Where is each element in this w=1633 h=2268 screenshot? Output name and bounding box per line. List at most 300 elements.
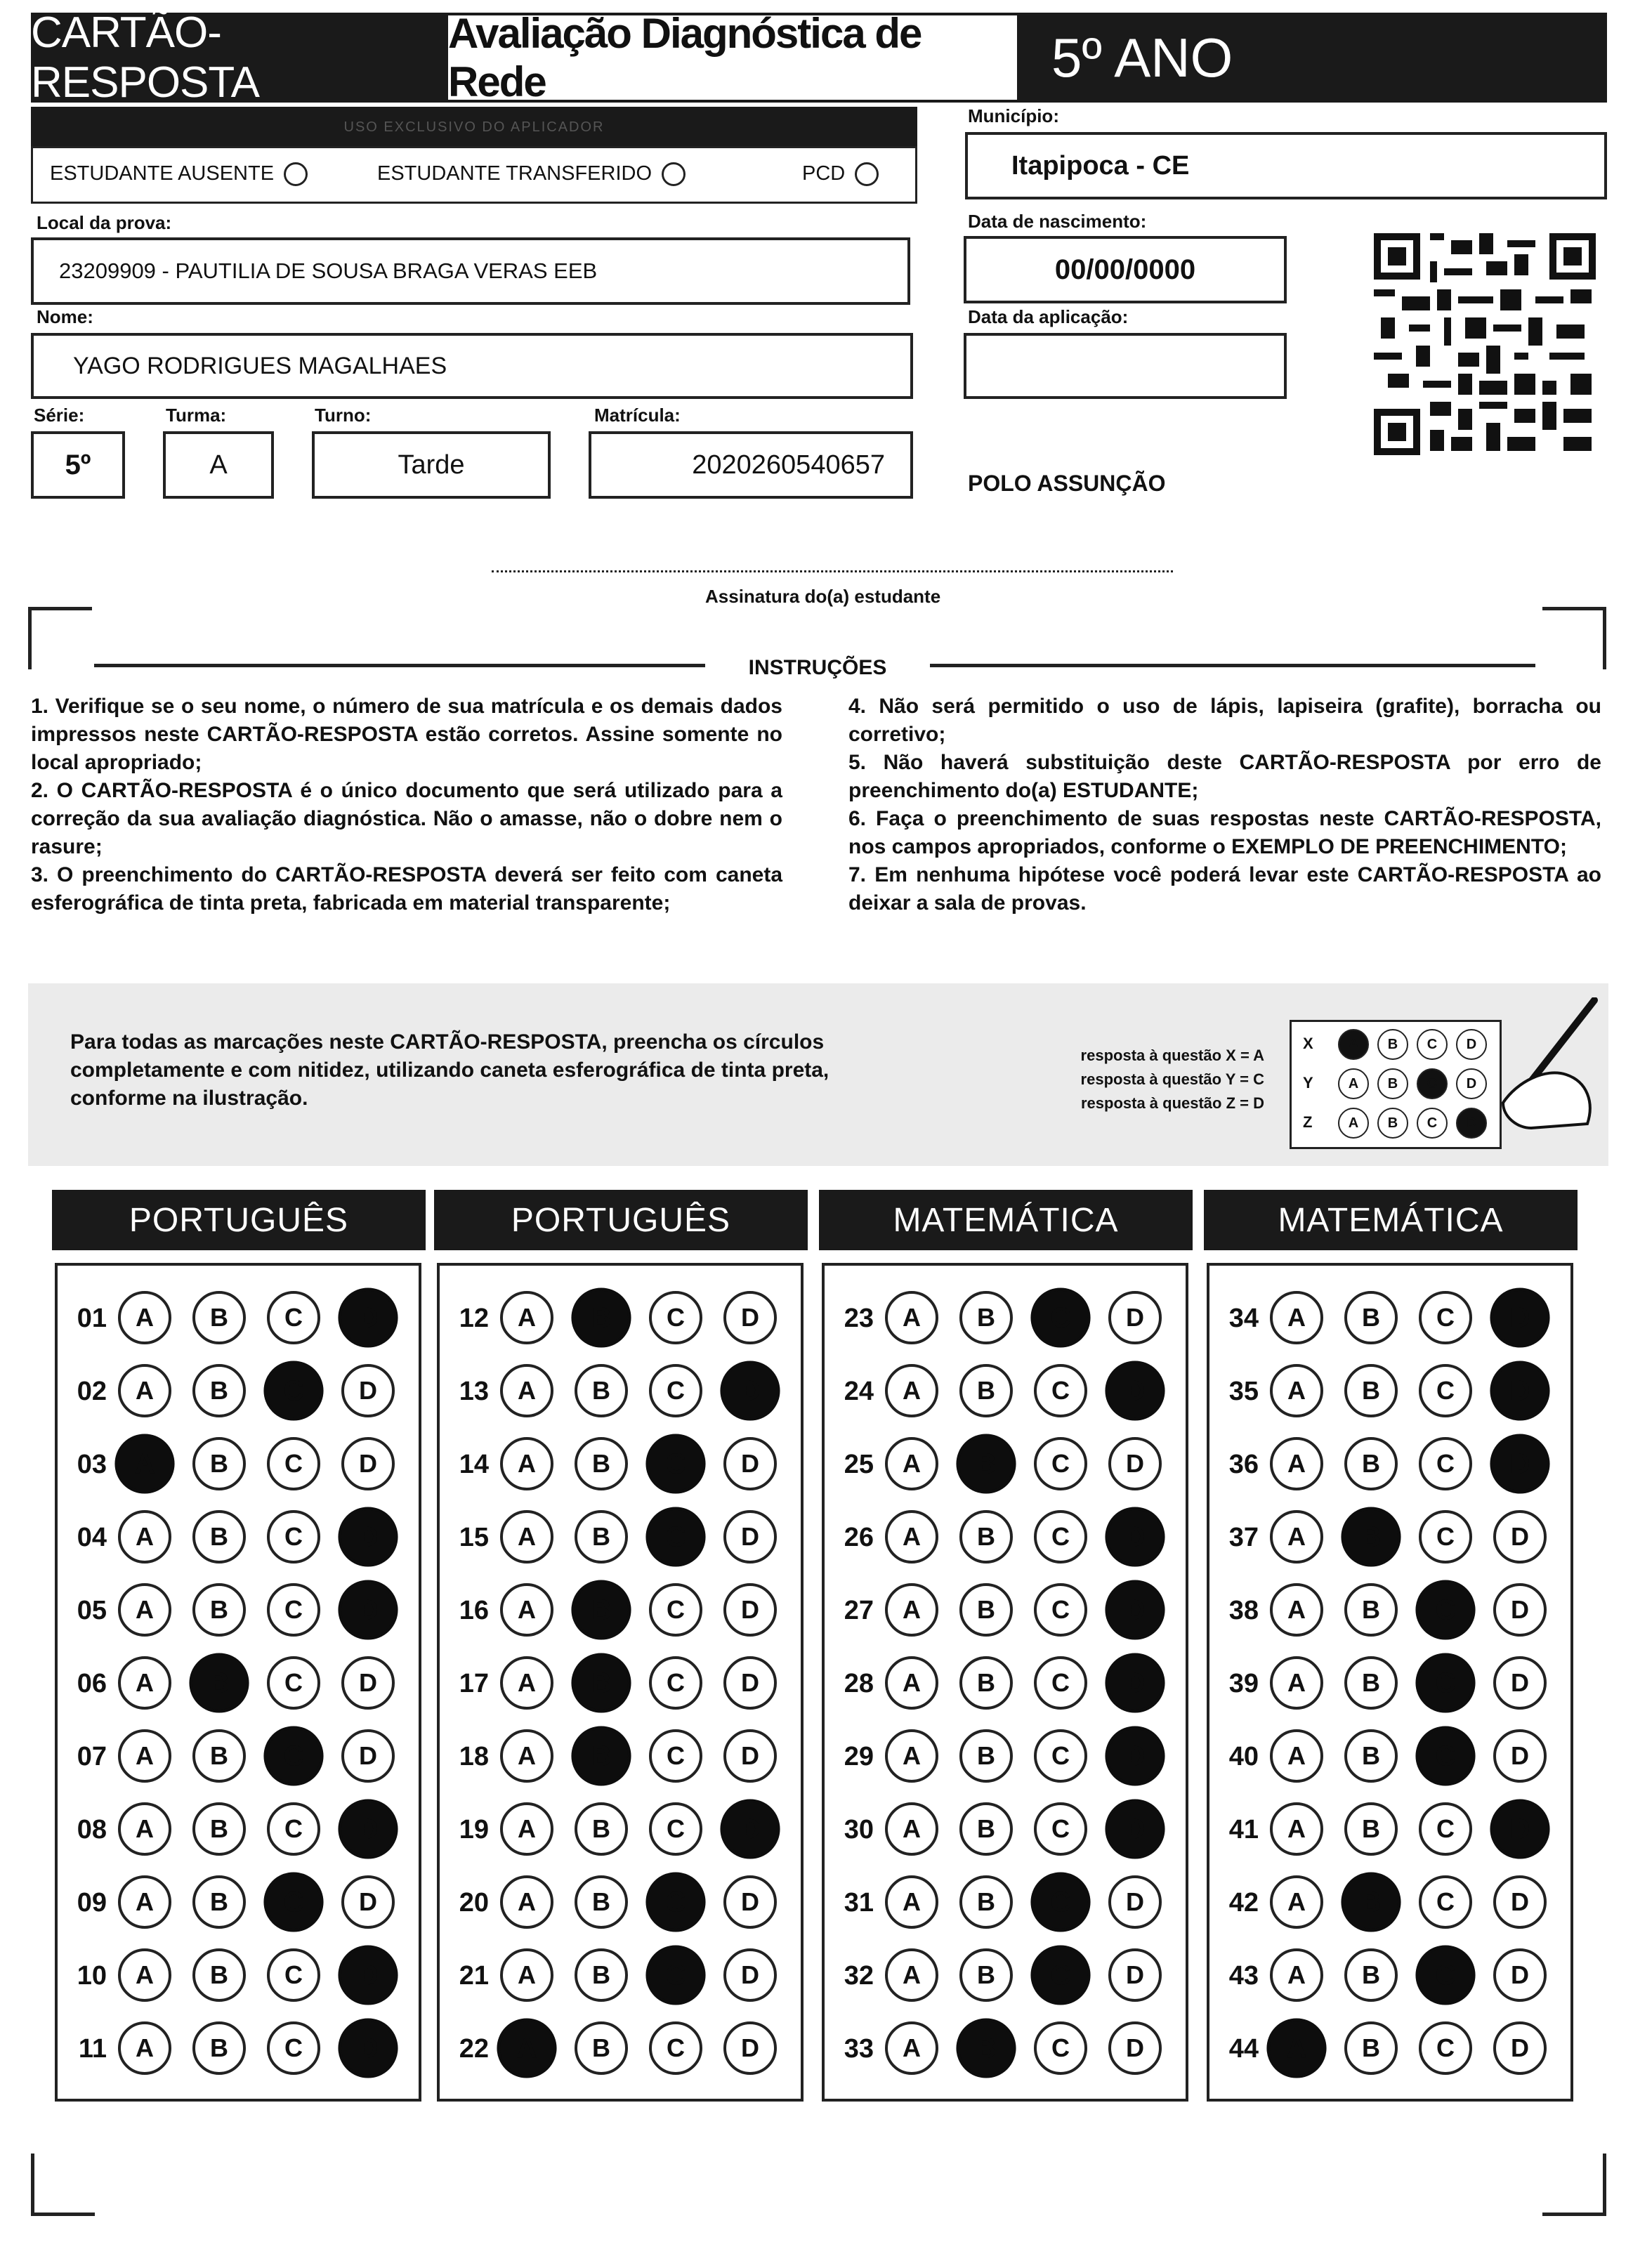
answer-bubble-b[interactable]: B — [956, 2018, 1016, 2078]
birthdate-label: Data de nascimento: — [968, 211, 1147, 232]
answer-bubble-d[interactable]: D — [723, 1583, 777, 1637]
answer-bubble-a[interactable]: A — [1270, 1291, 1323, 1344]
answer-bubble-d[interactable]: D — [1108, 1291, 1162, 1344]
question-number: 10 — [77, 1961, 107, 1991]
question-number: 31 — [844, 1888, 874, 1918]
question-number: 14 — [459, 1450, 489, 1479]
answer-bubble-c[interactable]: C — [267, 1583, 320, 1637]
legend-item: resposta à questão X = A — [1080, 1047, 1264, 1064]
answer-bubble-d[interactable]: D — [1493, 1583, 1547, 1637]
option-label: ESTUDANTE AUSENTE — [50, 162, 275, 185]
example-bubble: B — [1377, 1068, 1408, 1099]
answer-bubble-c[interactable]: C — [645, 1434, 705, 1493]
pcd-radio[interactable] — [855, 162, 879, 186]
question-number: 12 — [459, 1304, 489, 1333]
example-row-label: X — [1303, 1035, 1313, 1052]
answer-bubble-a[interactable]: A — [118, 1364, 171, 1417]
hand-pen-icon — [1489, 997, 1608, 1131]
answer-bubble-b[interactable]: B — [1344, 1583, 1398, 1637]
answer-bubble-d[interactable]: D — [341, 1437, 395, 1490]
answer-bubble-d[interactable]: D — [338, 1580, 398, 1639]
answer-bubble-b[interactable]: B — [959, 1802, 1013, 1856]
answer-bubble-b[interactable]: B — [575, 1364, 628, 1417]
answer-bubble-b[interactable]: B — [192, 1510, 246, 1564]
instructions-left — [31, 693, 782, 917]
answer-bubble-d[interactable]: D — [1493, 2021, 1547, 2075]
instruction-item: 1. Verifique se o seu nome, o número de sua matrícula e os demais dados impressos neste CARTÃO-RESPOSTA estão corretos. Assine somente no local apropriado; — [31, 695, 782, 774]
answer-bubble-c[interactable]: C — [1030, 1287, 1090, 1347]
question-number: 44 — [1228, 2034, 1259, 2064]
serie-field: 5º — [31, 431, 125, 499]
answer-bubble-c[interactable]: C — [1415, 1726, 1475, 1785]
answer-bubble-c[interactable]: C — [1419, 1291, 1472, 1344]
question-number: 09 — [77, 1888, 107, 1918]
question-number: 24 — [844, 1377, 874, 1406]
answer-bubble-d[interactable]: D — [1105, 1799, 1165, 1859]
subject-header: PORTUGUÊS — [52, 1190, 426, 1250]
answer-bubble-c[interactable]: C — [1030, 1945, 1090, 2005]
card-title: CARTÃO-RESPOSTA — [31, 13, 445, 103]
answer-bubble-c[interactable]: C — [649, 1364, 702, 1417]
question-number: 30 — [844, 1815, 874, 1844]
option-label: PCD — [802, 162, 846, 185]
answer-bubble-a[interactable]: A — [118, 1291, 171, 1344]
answer-bubble-c[interactable]: C — [1034, 1656, 1087, 1710]
example-grid — [1290, 1020, 1502, 1149]
answer-bubble-d[interactable]: D — [341, 1656, 395, 1710]
answer-bubble-c[interactable]: C — [267, 1510, 320, 1564]
question-number: 41 — [1228, 1815, 1259, 1844]
answer-column — [437, 1263, 804, 2102]
local-field: 23209909 - PAUTILIA DE SOUSA BRAGA VERAS EEB — [31, 237, 910, 305]
local-label: Local da prova: — [37, 212, 172, 233]
question-number: 26 — [844, 1523, 874, 1552]
answer-bubble-b[interactable]: B — [192, 1875, 246, 1929]
answer-bubble-a[interactable]: A — [1266, 2018, 1326, 2078]
question-number: 05 — [77, 1596, 107, 1625]
answer-bubble-a[interactable]: A — [118, 1656, 171, 1710]
answer-bubble-a[interactable]: A — [500, 1583, 553, 1637]
answer-bubble-c[interactable]: C — [649, 1583, 702, 1637]
answer-bubble-a[interactable]: A — [500, 1948, 553, 2002]
instruction-item: 3. O preenchimento do CARTÃO-RESPOSTA deverá ser feito com caneta esferográfica de tinta preta, fabricada em material transparente; — [31, 863, 782, 915]
polo-label: POLO ASSUNÇÃO — [968, 471, 1166, 496]
question-number: 40 — [1228, 1742, 1259, 1771]
answer-bubble-b[interactable]: B — [959, 1364, 1013, 1417]
answer-bubble-a[interactable]: A — [500, 1802, 553, 1856]
answer-bubble-b[interactable]: B — [1344, 1802, 1398, 1856]
question-number: 39 — [1228, 1669, 1259, 1698]
question-number: 22 — [459, 2034, 489, 2064]
instructions-right — [848, 693, 1601, 917]
answer-bubble-c[interactable]: C — [645, 1507, 705, 1566]
answer-bubble-d[interactable]: D — [1490, 1287, 1549, 1347]
instruction-item: 7. Em nenhuma hipótese você poderá levar este CARTÃO-RESPOSTA ao deixar a sala de provas. — [848, 863, 1601, 915]
answer-bubble-c[interactable]: C — [263, 1726, 323, 1785]
answer-bubble-c[interactable]: C — [1415, 1945, 1475, 2005]
answer-bubble-a[interactable]: A — [118, 1510, 171, 1564]
answer-bubble-d[interactable]: D — [723, 1875, 777, 1929]
qr-code — [1374, 233, 1596, 455]
answer-bubble-c[interactable]: C — [1034, 2021, 1087, 2075]
answer-column — [1207, 1263, 1573, 2102]
answer-bubble-c[interactable]: C — [645, 1945, 705, 2005]
signature-label: Assinatura do(a) estudante — [705, 586, 941, 607]
answer-bubble-b[interactable]: B — [571, 1653, 631, 1712]
example-bubble: C — [1417, 1068, 1448, 1099]
answer-bubble-b[interactable]: B — [575, 2021, 628, 2075]
answer-bubble-c[interactable]: C — [263, 1361, 323, 1420]
answer-bubble-b[interactable]: B — [959, 1583, 1013, 1637]
answer-bubble-d[interactable]: D — [723, 1948, 777, 2002]
answer-bubble-b[interactable]: B — [192, 1364, 246, 1417]
question-number: 06 — [77, 1669, 107, 1698]
answer-bubble-c[interactable]: C — [1034, 1729, 1087, 1783]
answer-bubble-c[interactable]: C — [1034, 1583, 1087, 1637]
answer-bubble-b[interactable]: B — [575, 1875, 628, 1929]
instruction-item: 2. O CARTÃO-RESPOSTA é o único documento que será utilizado para a correção da sua avaliação diagnóstica. Não o amasse, não o dobre nem o rasure; — [31, 779, 782, 858]
answer-bubble-c[interactable]: C — [1030, 1872, 1090, 1932]
answer-bubble-b[interactable]: B — [956, 1434, 1016, 1493]
example-bubble: B — [1377, 1108, 1408, 1139]
example-bubble: C — [1417, 1108, 1448, 1139]
question-number: 38 — [1228, 1596, 1259, 1625]
answer-bubble-d[interactable]: D — [338, 1287, 398, 1347]
question-number: 27 — [844, 1596, 874, 1625]
answer-bubble-b[interactable]: B — [192, 1437, 246, 1490]
turno-field: Tarde — [312, 431, 551, 499]
answer-bubble-d[interactable]: D — [723, 1510, 777, 1564]
question-number: 07 — [77, 1742, 107, 1771]
question-number: 36 — [1228, 1450, 1259, 1479]
question-number: 11 — [78, 2034, 107, 2064]
answer-bubble-a[interactable]: A — [885, 1875, 938, 1929]
matricula-label: Matrícula: — [594, 405, 681, 426]
answer-bubble-c[interactable]: C — [645, 1872, 705, 1932]
example-bubble: C — [1417, 1029, 1448, 1060]
example-bubble: D — [1456, 1108, 1487, 1139]
absent-radio[interactable] — [284, 162, 308, 186]
transferred-radio[interactable] — [662, 162, 686, 186]
answer-bubble-b[interactable]: B — [1341, 1872, 1401, 1932]
option-absent[interactable] — [50, 162, 308, 186]
answer-bubble-a[interactable]: A — [118, 1802, 171, 1856]
grade-title: 5º ANO — [1020, 13, 1607, 103]
matricula-field: 2020260540657 — [589, 431, 913, 499]
answer-bubble-a[interactable]: A — [118, 1948, 171, 2002]
option-transferred[interactable] — [377, 162, 686, 186]
answer-bubble-a[interactable]: A — [500, 1437, 553, 1490]
question-number: 16 — [459, 1596, 489, 1625]
example-legend — [955, 1044, 1264, 1115]
answer-bubble-d[interactable]: D — [1490, 1361, 1549, 1420]
answer-bubble-d[interactable]: D — [338, 1945, 398, 2005]
answer-bubble-b[interactable]: B — [959, 1291, 1013, 1344]
answer-bubble-c[interactable]: C — [267, 1802, 320, 1856]
answer-bubble-c[interactable]: C — [1415, 1580, 1475, 1639]
answer-bubble-b[interactable]: B — [575, 1948, 628, 2002]
example-row-label: Y — [1303, 1074, 1313, 1092]
corner-mark — [1542, 2154, 1606, 2216]
answer-bubble-b[interactable]: B — [192, 1583, 246, 1637]
answer-bubble-a[interactable]: A — [1270, 1948, 1323, 2002]
answer-bubble-d[interactable]: D — [341, 1729, 395, 1783]
answer-bubble-d[interactable]: D — [338, 2018, 398, 2078]
answer-bubble-d[interactable]: D — [1493, 1510, 1547, 1564]
answer-bubble-b[interactable]: B — [1344, 1656, 1398, 1710]
serie-label: Série: — [34, 405, 85, 426]
answer-bubble-a[interactable]: A — [1270, 1656, 1323, 1710]
answer-bubble-d[interactable]: D — [1105, 1726, 1165, 1785]
subject-header: MATEMÁTICA — [819, 1190, 1193, 1250]
answer-bubble-d[interactable]: D — [720, 1361, 780, 1420]
question-number: 01 — [77, 1304, 107, 1333]
answer-bubble-c[interactable]: C — [649, 1656, 702, 1710]
answer-bubble-a[interactable]: A — [500, 1291, 553, 1344]
answer-bubble-b[interactable]: B — [1344, 1948, 1398, 2002]
option-label: ESTUDANTE TRANSFERIDO — [377, 162, 652, 185]
instructions-rule — [94, 664, 705, 667]
instruction-item: 4. Não será permitido o uso de lápis, lapiseira (grafite), borracha ou corretivo; — [848, 695, 1601, 746]
example-text: Para todas as marcações neste CARTÃO-RESPOSTA, preencha os círculos completamente e com nitidez, utilizando caneta esferográfica de tinta preta, conforme na ilustração. — [70, 1030, 829, 1110]
question-number: 20 — [459, 1888, 489, 1918]
answer-bubble-c[interactable]: C — [649, 1291, 702, 1344]
answer-bubble-d[interactable]: D — [723, 1656, 777, 1710]
answer-bubble-d[interactable]: D — [1493, 1875, 1547, 1929]
answer-bubble-d[interactable]: D — [1108, 1875, 1162, 1929]
municipio-label: Município: — [968, 105, 1059, 126]
answer-bubble-d[interactable]: D — [341, 1875, 395, 1929]
applicator-options — [31, 146, 917, 204]
answer-bubble-c[interactable]: C — [1419, 1802, 1472, 1856]
answer-bubble-a[interactable]: A — [885, 2021, 938, 2075]
question-number: 37 — [1228, 1523, 1259, 1552]
instruction-item: 5. Não haverá substituição deste CARTÃO-RESPOSTA por erro de preenchimento do(a) ESTUDANTE; — [848, 751, 1601, 802]
answer-bubble-a[interactable]: A — [500, 1364, 553, 1417]
answer-bubble-a[interactable]: A — [885, 1437, 938, 1490]
answer-bubble-d[interactable]: D — [341, 1364, 395, 1417]
answer-bubble-d[interactable]: D — [1108, 1948, 1162, 2002]
answer-bubble-c[interactable]: C — [263, 1872, 323, 1932]
question-number: 29 — [844, 1742, 874, 1771]
answer-bubble-a[interactable]: A — [885, 1583, 938, 1637]
instructions-rule — [930, 664, 1535, 667]
answer-bubble-b[interactable]: B — [1344, 2021, 1398, 2075]
answer-bubble-b[interactable]: B — [1344, 1364, 1398, 1417]
answer-bubble-c[interactable]: C — [1034, 1437, 1087, 1490]
answer-bubble-a[interactable]: A — [1270, 1364, 1323, 1417]
answer-bubble-c[interactable]: C — [267, 2021, 320, 2075]
legend-item: resposta à questão Y = C — [1080, 1070, 1264, 1088]
question-number: 18 — [459, 1742, 489, 1771]
answer-bubble-a[interactable]: A — [500, 1729, 553, 1783]
answer-bubble-c[interactable]: C — [1034, 1510, 1087, 1564]
question-number: 21 — [459, 1961, 489, 1991]
answer-bubble-a[interactable]: A — [500, 1656, 553, 1710]
municipio-field: Itapipoca - CE — [965, 132, 1607, 199]
answer-bubble-d[interactable]: D — [1108, 1437, 1162, 1490]
question-number: 04 — [77, 1523, 107, 1552]
answer-bubble-d[interactable]: D — [723, 2021, 777, 2075]
question-number: 42 — [1228, 1888, 1259, 1918]
answer-bubble-b[interactable]: B — [959, 1948, 1013, 2002]
answer-bubble-b[interactable]: B — [959, 1729, 1013, 1783]
answer-bubble-d[interactable]: D — [1493, 1729, 1547, 1783]
answer-column — [55, 1263, 421, 2102]
answer-bubble-d[interactable]: D — [723, 1437, 777, 1490]
answer-bubble-d[interactable]: D — [1108, 2021, 1162, 2075]
legend-item: resposta à questão Z = D — [1080, 1094, 1264, 1112]
turma-field: A — [163, 431, 274, 499]
answer-bubble-c[interactable]: C — [1419, 1364, 1472, 1417]
answer-bubble-b[interactable]: B — [575, 1510, 628, 1564]
answer-bubble-b[interactable]: B — [1344, 1729, 1398, 1783]
answer-bubble-a[interactable]: A — [885, 1510, 938, 1564]
answer-bubble-b[interactable]: B — [571, 1287, 631, 1347]
answer-bubble-c[interactable]: C — [267, 1948, 320, 2002]
answer-bubble-a[interactable]: A — [885, 1656, 938, 1710]
question-number: 25 — [844, 1450, 874, 1479]
question-number: 17 — [459, 1669, 489, 1698]
question-number: 23 — [844, 1304, 874, 1333]
name-label: Nome: — [37, 306, 93, 327]
question-number: 19 — [459, 1815, 489, 1844]
answer-bubble-d[interactable]: D — [1493, 1656, 1547, 1710]
answer-bubble-c[interactable]: C — [1034, 1364, 1087, 1417]
answer-bubble-d[interactable]: D — [1105, 1507, 1165, 1566]
answer-bubble-a[interactable]: A — [118, 1875, 171, 1929]
answer-bubble-a[interactable]: A — [1270, 1729, 1323, 1783]
answer-bubble-a[interactable]: A — [1270, 1583, 1323, 1637]
answer-bubble-c[interactable]: C — [649, 2021, 702, 2075]
answer-bubble-b[interactable]: B — [571, 1580, 631, 1639]
answer-bubble-a[interactable]: A — [118, 1583, 171, 1637]
application-date-field[interactable] — [964, 333, 1287, 399]
example-bubble: A — [1338, 1029, 1369, 1060]
answer-bubble-c[interactable]: C — [1419, 1437, 1472, 1490]
answer-bubble-b[interactable]: B — [959, 1875, 1013, 1929]
answer-bubble-c[interactable]: C — [1034, 1802, 1087, 1856]
corner-mark — [28, 607, 92, 669]
answer-bubble-a[interactable]: A — [885, 1729, 938, 1783]
application-date-label: Data da aplicação: — [968, 306, 1129, 327]
question-number: 03 — [77, 1450, 107, 1479]
answer-bubble-b[interactable]: B — [189, 1653, 249, 1712]
example-bubble: D — [1456, 1068, 1487, 1099]
answer-bubble-c[interactable]: C — [1419, 2021, 1472, 2075]
name-field: YAGO RODRIGUES MAGALHAES — [31, 333, 913, 399]
answer-bubble-a[interactable]: A — [118, 1729, 171, 1783]
answer-bubble-c[interactable]: C — [1419, 1875, 1472, 1929]
answer-bubble-b[interactable]: B — [575, 1437, 628, 1490]
answer-bubble-b[interactable]: B — [192, 1802, 246, 1856]
answer-bubble-c[interactable]: C — [267, 1291, 320, 1344]
signature-line[interactable] — [492, 570, 1173, 572]
answer-bubble-b[interactable]: B — [192, 2021, 246, 2075]
answer-bubble-d[interactable]: D — [1490, 1434, 1549, 1493]
answer-bubble-b[interactable]: B — [192, 1291, 246, 1344]
corner-mark — [1542, 607, 1606, 669]
question-number: 08 — [77, 1815, 107, 1844]
answer-bubble-c[interactable]: C — [649, 1729, 702, 1783]
answer-bubble-a[interactable]: A — [114, 1434, 174, 1493]
answer-bubble-c[interactable]: C — [649, 1802, 702, 1856]
answer-bubble-b[interactable]: B — [575, 1802, 628, 1856]
answer-bubble-b[interactable]: B — [1344, 1291, 1398, 1344]
instruction-item: 6. Faça o preenchimento de suas respostas neste CARTÃO-RESPOSTA, nos campos apropriados, conforme o EXEMPLO DE PREENCHIMENTO; — [848, 807, 1601, 858]
answer-bubble-b[interactable]: B — [192, 1948, 246, 2002]
question-number: 35 — [1228, 1377, 1259, 1406]
question-number: 13 — [459, 1377, 489, 1406]
answer-bubble-a[interactable]: A — [1270, 1875, 1323, 1929]
answer-bubble-c[interactable]: C — [1415, 1653, 1475, 1712]
example-bubble: D — [1456, 1029, 1487, 1060]
answer-bubble-d[interactable]: D — [1105, 1580, 1165, 1639]
instructions-title: INSTRUÇÕES — [748, 656, 887, 679]
question-number: 33 — [844, 2034, 874, 2064]
corner-mark — [31, 2154, 95, 2216]
answer-bubble-d[interactable]: D — [720, 1799, 780, 1859]
answer-bubble-a[interactable]: A — [885, 1948, 938, 2002]
answer-bubble-b[interactable]: B — [1344, 1437, 1398, 1490]
question-number: 34 — [1228, 1304, 1259, 1333]
answer-bubble-d[interactable]: D — [723, 1729, 777, 1783]
question-number: 28 — [844, 1669, 874, 1698]
answer-bubble-d[interactable]: D — [1105, 1361, 1165, 1420]
answer-bubble-a[interactable]: A — [500, 1510, 553, 1564]
question-number: 32 — [844, 1961, 874, 1991]
answer-bubble-a[interactable]: A — [885, 1364, 938, 1417]
answer-bubble-d[interactable]: D — [338, 1507, 398, 1566]
answer-bubble-a[interactable]: A — [1270, 1802, 1323, 1856]
answer-bubble-a[interactable]: A — [885, 1802, 938, 1856]
answer-bubble-c[interactable]: C — [1419, 1510, 1472, 1564]
question-number: 15 — [459, 1523, 489, 1552]
question-number: 43 — [1228, 1961, 1259, 1991]
example-bubble: B — [1377, 1029, 1408, 1060]
answer-bubble-b[interactable]: B — [192, 1729, 246, 1783]
answer-column — [822, 1263, 1188, 2102]
answer-bubble-c[interactable]: C — [267, 1437, 320, 1490]
answer-bubble-a[interactable]: A — [118, 2021, 171, 2075]
answer-bubble-b[interactable]: B — [571, 1726, 631, 1785]
answer-bubble-a[interactable]: A — [1270, 1437, 1323, 1490]
answer-bubble-b[interactable]: B — [959, 1656, 1013, 1710]
answer-bubble-d[interactable]: D — [1493, 1948, 1547, 2002]
answer-bubble-a[interactable]: A — [497, 2018, 556, 2078]
exam-title: Avaliação Diagnóstica de Rede — [445, 13, 1020, 103]
example-bubble: A — [1338, 1068, 1369, 1099]
example-row-label: Z — [1303, 1113, 1313, 1131]
answer-bubble-b[interactable]: B — [1341, 1507, 1401, 1566]
turno-label: Turno: — [315, 405, 372, 426]
answer-bubble-a[interactable]: A — [500, 1875, 553, 1929]
option-pcd[interactable] — [802, 162, 879, 186]
answer-bubble-d[interactable]: D — [1490, 1799, 1549, 1859]
applicator-bar: USO EXCLUSIVO DO APLICADOR — [31, 107, 917, 148]
answer-bubble-b[interactable]: B — [959, 1510, 1013, 1564]
answer-bubble-d[interactable]: D — [1105, 1653, 1165, 1712]
answer-bubble-d[interactable]: D — [338, 1799, 398, 1859]
example-bubble: A — [1338, 1108, 1369, 1139]
subject-header: PORTUGUÊS — [434, 1190, 808, 1250]
answer-bubble-a[interactable]: A — [885, 1291, 938, 1344]
answer-bubble-c[interactable]: C — [267, 1656, 320, 1710]
answer-bubble-d[interactable]: D — [723, 1291, 777, 1344]
answer-bubble-a[interactable]: A — [1270, 1510, 1323, 1564]
question-number: 02 — [77, 1377, 107, 1406]
subject-header: MATEMÁTICA — [1204, 1190, 1578, 1250]
